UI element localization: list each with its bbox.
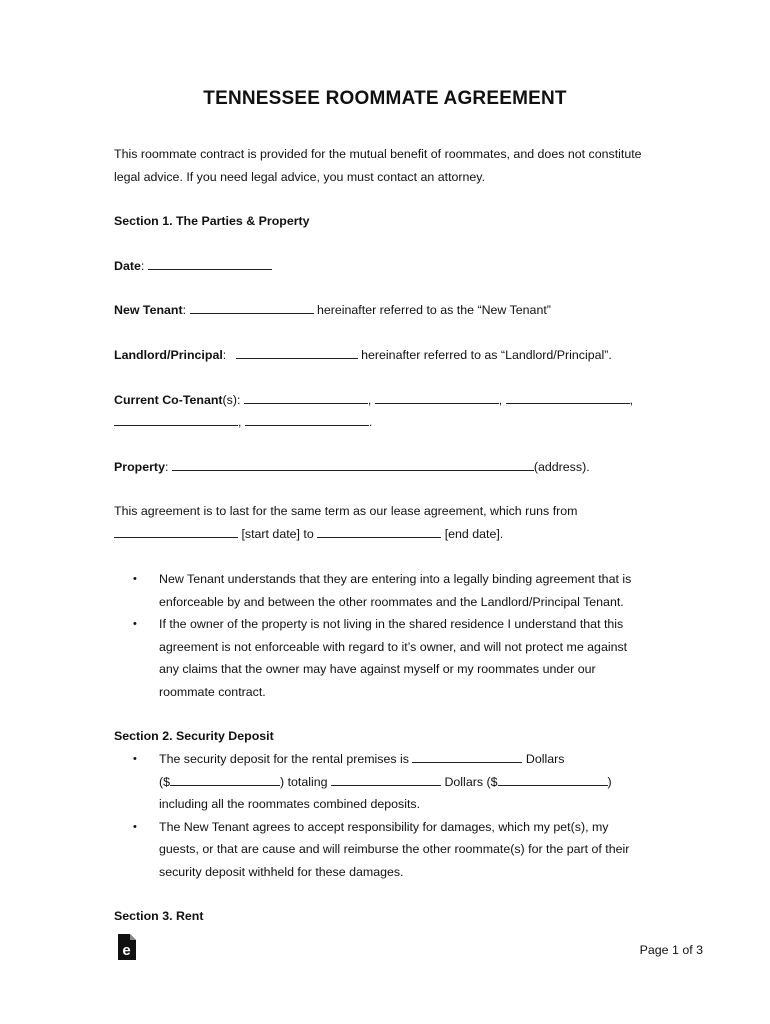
intro-line-1: This roommate contract is provided for the mutual benefit of roommates, and does not constitute <box>114 147 642 161</box>
s2-bullet-2-line-3: security deposit withheld for these damages. <box>159 865 404 879</box>
new-tenant-blank[interactable] <box>190 302 314 314</box>
s2-bullet-2-line-1: The New Tenant agrees to accept responsibility for damages, which my pet(s), my <box>159 820 609 834</box>
date-row: Date: <box>114 258 272 274</box>
property-suffix: (address). <box>533 460 590 474</box>
bullet-icon: • <box>133 753 137 765</box>
new-tenant-suffix: hereinafter referred to as the “New Tenant” <box>316 303 551 317</box>
cotenant-row: Current Co-Tenant(s): , , , <box>114 393 634 407</box>
s2-bullet-1-line-3: including all the roommates combined deposits. <box>159 797 421 811</box>
deposit-amount-words-blank[interactable] <box>412 751 522 763</box>
cotenant-blank-2[interactable] <box>375 392 499 404</box>
dollars-text: Dollars <box>525 752 565 766</box>
s1-bullet-2-line-1: If the owner of the property is not living in the shared residence I understand that this <box>159 617 624 631</box>
cotenant-blank-5[interactable] <box>245 414 369 426</box>
total-words-blank[interactable] <box>331 774 441 786</box>
bullet-icon: • <box>133 821 137 833</box>
cotenant-blank-4[interactable] <box>114 414 238 426</box>
intro-line-2: legal advice. If you need legal advice, you must contact an attorney. <box>114 170 486 184</box>
s2-bullet-1-line-1 <box>159 751 564 767</box>
property-address-blank[interactable] <box>172 459 534 471</box>
document-title: TENNESSEE ROOMMATE AGREEMENT <box>203 88 567 109</box>
landlord-blank[interactable] <box>236 347 358 359</box>
paren-close: ) <box>607 775 612 789</box>
s1-bullet-2-line-3: any claims that the owner may have against myself or my roommates under our <box>159 662 596 676</box>
cotenant-row-2: , . <box>114 414 372 430</box>
term-line-1: This agreement is to last for the same term as our lease agreement, which runs from <box>114 504 578 518</box>
logo-letter: e <box>122 942 131 959</box>
cotenant-blank-1[interactable] <box>244 392 368 404</box>
page-number: Page 1 of 3 <box>639 943 703 957</box>
landlord-suffix: hereinafter referred to as “Landlord/Principal”. <box>361 348 612 362</box>
s2-bullet-2-line-2: guests, or that are cause and will reimburse the other roommate(s) for the part of their <box>159 842 630 856</box>
s2-bullet-1-line-2 <box>159 774 612 790</box>
start-date-text: [start date] to <box>241 527 314 541</box>
property-row: Property: (address). <box>114 460 590 474</box>
term-line-2 <box>114 526 503 542</box>
bullet-icon: • <box>133 573 137 585</box>
eforms-logo-icon <box>116 934 136 960</box>
bullet-icon: • <box>133 618 137 630</box>
s1-bullet-1-line-2: enforceable by and between the other roommates and the Landlord/Principal Tenant. <box>159 595 624 609</box>
landlord-label: Landlord/Principal <box>114 348 223 362</box>
cotenant-paren: (s): <box>222 393 241 407</box>
dollars-paren-text: Dollars ($ <box>444 775 498 789</box>
new-tenant-row: New Tenant: hereinafter referred to as the “New Tenant” <box>114 303 551 317</box>
s1-bullet-2-line-2: agreement is not enforceable with regard to it’s owner, and will not protect me against <box>159 640 628 654</box>
cotenant-blank-3[interactable] <box>506 392 630 404</box>
landlord-row: Landlord/Principal: hereinafter referred to as “Landlord/Principal”. <box>114 348 612 362</box>
property-label: Property <box>114 460 165 474</box>
section-2-heading: Section 2. Security Deposit <box>114 729 274 743</box>
total-amount-blank[interactable] <box>498 774 608 786</box>
section-1-heading: Section 1. The Parties & Property <box>114 214 310 228</box>
start-date-blank[interactable] <box>114 526 238 538</box>
paren-dollar-open: ($ <box>159 775 171 789</box>
s1-bullet-1-line-1: New Tenant understands that they are entering into a legally binding agreement that is <box>159 572 632 586</box>
date-blank[interactable] <box>148 258 272 270</box>
end-date-text: [end date]. <box>444 527 504 541</box>
section-3-heading: Section 3. Rent <box>114 909 204 923</box>
cotenant-label: Current Co-Tenant <box>114 393 223 407</box>
s1-bullet-2-line-4: roommate contract. <box>159 685 266 699</box>
deposit-amount-blank[interactable] <box>170 774 280 786</box>
new-tenant-label: New Tenant <box>114 303 183 317</box>
end-date-blank[interactable] <box>317 526 441 538</box>
deposit-text: The security deposit for the rental premises is <box>159 752 409 766</box>
totaling-text: ) totaling <box>280 775 328 789</box>
date-label: Date <box>114 259 141 273</box>
